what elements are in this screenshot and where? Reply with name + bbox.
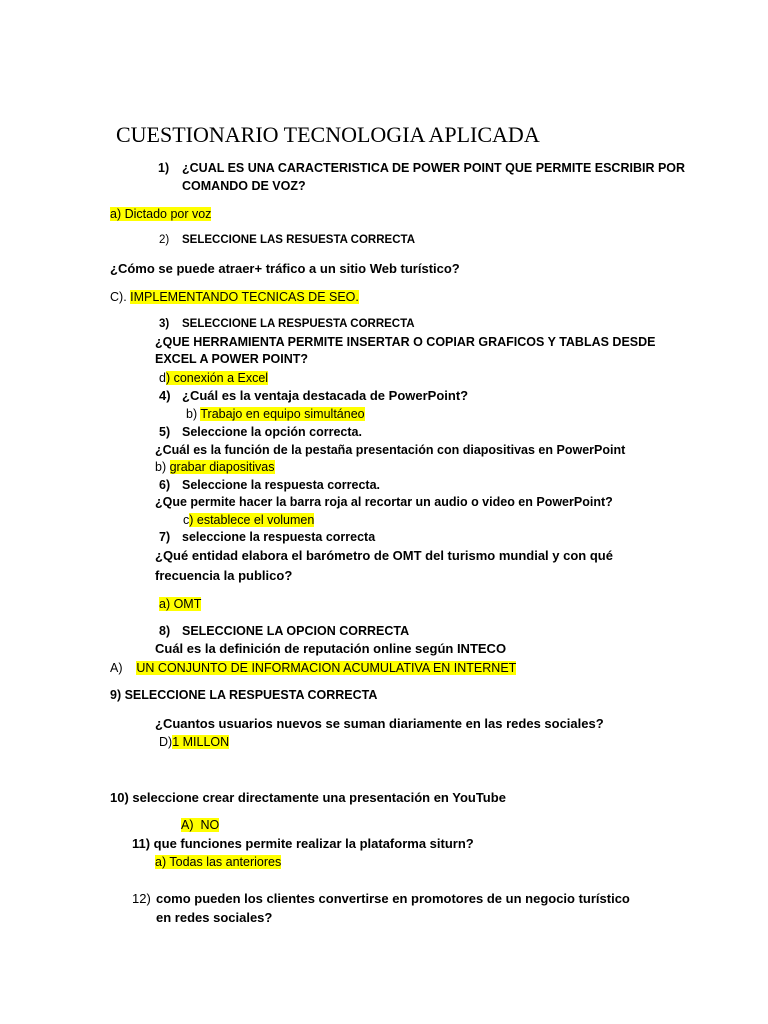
q2-answer-highlight: IMPLEMENTANDO TECNICAS DE SEO.: [130, 290, 359, 304]
q3-answer-prefix: d: [159, 371, 166, 385]
q7-answer: [159, 597, 201, 612]
q5-answer-highlight: grabar diapositivas: [169, 460, 275, 474]
q4-number: 4): [159, 388, 171, 403]
q9-answer-prefix: D): [159, 735, 173, 749]
q4-answer-highlight: Trabajo en equipo simultáneo: [200, 407, 365, 421]
q9-instruction: 9) SELECCIONE LA RESPUESTA CORRECTA: [110, 688, 378, 702]
q2-answer: [110, 290, 359, 305]
q5-question: ¿Cuál es la función de la pestaña presentación con diapositivas en PowerPoint: [155, 443, 626, 457]
q5-answer-prefix: b): [155, 460, 170, 474]
q12-question-line1: como pueden los clientes convertirse en promotores de un negocio turístico: [156, 891, 630, 906]
q1-answer-highlight: a) Dictado por voz: [110, 207, 212, 221]
q8-instruction: SELECCIONE LA OPCION CORRECTA: [182, 624, 410, 638]
q6-number: 6): [159, 478, 171, 492]
q6-answer-highlight: ) establece el volumen: [189, 513, 315, 527]
q7-instruction: seleccione la respuesta correcta: [182, 530, 376, 544]
q11-answer: [155, 855, 281, 870]
q6-answer: [183, 513, 314, 528]
q8-number: 8): [159, 624, 171, 638]
q2-answer-prefix: C).: [110, 290, 131, 304]
q7-question-line1: ¿Qué entidad elabora el barómetro de OMT del turismo mundial y con qué: [155, 548, 613, 563]
q8-answer: [110, 661, 516, 676]
q2-question: ¿Cómo se puede atraer+ tráfico a un sitio Web turístico?: [110, 261, 460, 276]
q4-answer: [186, 407, 365, 422]
q3-number: 3): [159, 318, 170, 330]
q7-question-line2: frecuencia la publico?: [155, 568, 293, 583]
q6-instruction: Seleccione la respuesta correcta.: [182, 478, 381, 492]
q5-number: 5): [159, 425, 171, 439]
q12-number: 12): [132, 891, 151, 906]
q1-number: 1): [158, 161, 170, 175]
q2-number: 2): [159, 234, 170, 246]
q7-number: 7): [159, 530, 171, 544]
q1-answer: [110, 207, 211, 222]
q9-question: ¿Cuantos usuarios nuevos se suman diariamente en las redes sociales?: [155, 716, 604, 731]
q5-answer: [155, 460, 275, 475]
q10-question: 10) seleccione crear directamente una presentación en YouTube: [110, 790, 506, 805]
page-title: CUESTIONARIO TECNOLOGIA APLICADA: [116, 122, 540, 147]
q8-answer-highlight: UN CONJUNTO DE INFORMACION ACUMULATIVA EN INTERNET: [136, 661, 517, 675]
q3-answer-highlight: ) conexión a Excel: [165, 371, 269, 385]
q6-answer-prefix: c: [183, 513, 190, 527]
q1-question-line2: COMANDO DE VOZ?: [182, 179, 306, 193]
q9-answer: [159, 735, 229, 750]
q5-instruction: Seleccione la opción correcta.: [182, 425, 362, 439]
q7-answer-highlight: a) OMT: [159, 597, 202, 611]
q3-instruction: SELECCIONE LA RESPUESTA CORRECTA: [182, 318, 415, 330]
q2-instruction: SELECCIONE LAS RESUESTA CORRECTA: [182, 234, 415, 246]
q11-answer-highlight: a) Todas las anteriores: [155, 855, 282, 869]
q3-question-line2: EXCEL A POWER POINT?: [155, 352, 309, 366]
q1-question-line1: ¿CUAL ES UNA CARACTERISTICA DE POWER POINT QUE PERMITE ESCRIBIR POR: [182, 161, 686, 175]
q3-question-line1: ¿QUE HERRAMIENTA PERMITE INSERTAR O COPIAR GRAFICOS Y TABLAS DESDE: [155, 335, 656, 349]
q4-answer-prefix: b): [186, 407, 201, 421]
q11-question: 11) que funciones permite realizar la plataforma siturn?: [132, 836, 474, 851]
q8-answer-prefix: A): [110, 661, 137, 675]
q10-answer: [181, 818, 219, 833]
q3-answer: [159, 371, 268, 386]
q10-answer-highlight: A) NO: [181, 818, 220, 832]
q9-answer-highlight: 1 MILLON: [172, 735, 230, 749]
q6-question: ¿Que permite hacer la barra roja al recortar un audio o video en PowerPoint?: [155, 495, 613, 509]
q12-question-line2: en redes sociales?: [156, 910, 273, 925]
q4-question: ¿Cuál es la ventaja destacada de PowerPoint?: [182, 388, 469, 403]
q8-question: Cuál es la definición de reputación online según INTECO: [155, 641, 507, 656]
